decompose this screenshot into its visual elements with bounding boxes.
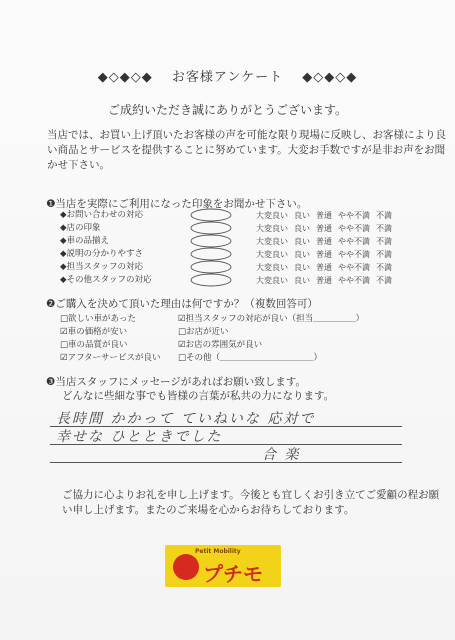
decoration-left: ◆◇◆◇◆: [97, 70, 153, 85]
q1-options[interactable]: [256, 249, 398, 260]
q1-item-label: ◆車の品揃え: [60, 236, 110, 246]
option-very-good[interactable]: 大変良い: [256, 276, 288, 285]
option-unsatisfied[interactable]: 不満: [376, 237, 392, 246]
logo-small-text: Petit Mobility: [195, 548, 241, 555]
option-unsatisfied[interactable]: 不満: [376, 211, 392, 220]
survey-title: お客様アンケート: [171, 70, 284, 85]
q2-option[interactable]: □お店が近い: [178, 327, 229, 337]
survey-title-row: [0, 66, 455, 85]
q1-heading: ❶当店を実際にご利用になった印象をお聞かせ下さい。: [46, 198, 308, 210]
handwritten-signature: 合 楽: [262, 447, 301, 463]
q1-options[interactable]: [256, 262, 398, 273]
option-average[interactable]: 普通: [316, 263, 332, 272]
option-very-good[interactable]: 大変良い: [256, 250, 288, 259]
q2-option[interactable]: ☑車の価格が安い: [60, 327, 128, 337]
q2-option[interactable]: □その他（＿＿＿＿＿＿＿＿＿＿＿）: [178, 353, 323, 363]
option-very-good[interactable]: 大変良い: [256, 224, 288, 233]
option-unsatisfied[interactable]: 不満: [376, 250, 392, 259]
q2-heading: ❷ご購入を決めて頂いた理由は何ですか？（複数回答可）: [46, 298, 318, 310]
q1-item-label: ◆その他スタッフの対応: [60, 275, 152, 285]
option-good[interactable]: 良い: [294, 263, 310, 272]
option-unsatisfied[interactable]: 不満: [376, 263, 392, 272]
q2-option[interactable]: □欲しい車があった: [60, 314, 136, 324]
q2-option[interactable]: □車の品質が良い: [60, 340, 128, 350]
q3-subheading: どんなに些細な事でも皆様の言葉が私共の力になります。: [62, 390, 335, 402]
q1-item-label: ◆担当スタッフの対応: [60, 262, 144, 272]
q1-options[interactable]: [256, 223, 398, 234]
q1-options[interactable]: [256, 275, 398, 286]
logo-brand-text: プチモ: [203, 562, 263, 586]
message-line: [50, 462, 402, 463]
option-very-good[interactable]: 大変良い: [256, 237, 288, 246]
q2-option[interactable]: ☑担当スタッフの対応が良い（担当＿＿＿＿＿）: [178, 314, 365, 324]
closing-message: ご協力に心よりお礼を申し上げます。今後とも宜しくお引き立てご愛顧の程お願い申し上げます。またのご来場を心からお待ちしております。: [62, 489, 440, 516]
handwritten-message-line: 幸せな ひとときでした: [56, 429, 223, 445]
q1-item-label: ◆お問い合わせの対応: [60, 210, 144, 220]
tomato-icon: [173, 554, 199, 580]
option-average[interactable]: 普通: [316, 211, 332, 220]
handwritten-circle-marks: [188, 206, 234, 290]
option-good[interactable]: 良い: [294, 237, 310, 246]
option-very-good[interactable]: 大変良い: [256, 263, 288, 272]
brand-logo: [165, 545, 281, 587]
option-unsatisfied[interactable]: 不満: [376, 276, 392, 285]
option-slightly-unsatisfied[interactable]: やや不満: [338, 211, 370, 220]
q1-options[interactable]: [256, 210, 398, 221]
option-average[interactable]: 普通: [316, 276, 332, 285]
option-slightly-unsatisfied[interactable]: やや不満: [338, 224, 370, 233]
handwritten-message-line: 長時間 かかって ていねいな 応対で: [56, 411, 316, 427]
option-slightly-unsatisfied[interactable]: やや不満: [338, 276, 370, 285]
thanks-message: ご成約いただき誠にありがとうございます。: [107, 103, 348, 117]
option-good[interactable]: 良い: [294, 211, 310, 220]
option-average[interactable]: 普通: [316, 224, 332, 233]
q2-option[interactable]: ☑アフターサービスが良い: [60, 353, 161, 363]
option-unsatisfied[interactable]: 不満: [376, 224, 392, 233]
q1-item-label: ◆店の印象: [60, 223, 101, 233]
decoration-right: ◆◇◆◇◆: [302, 70, 358, 85]
option-good[interactable]: 良い: [294, 224, 310, 233]
option-good[interactable]: 良い: [294, 250, 310, 259]
q1-options[interactable]: [256, 236, 398, 247]
q1-item-label: ◆説明の分かりやすさ: [60, 249, 144, 259]
option-average[interactable]: 普通: [316, 237, 332, 246]
option-slightly-unsatisfied[interactable]: やや不満: [338, 250, 370, 259]
option-slightly-unsatisfied[interactable]: やや不満: [338, 263, 370, 272]
option-average[interactable]: 普通: [316, 250, 332, 259]
intro-paragraph: 当店では、お買い上げ頂いたお客様の声を可能な限り現場に反映し、お客様により良い商品とサービスを提供することに努めています。大変お手数ですが是非お声をお聞かせ下さい。: [47, 129, 446, 171]
option-very-good[interactable]: 大変良い: [256, 211, 288, 220]
q2-option[interactable]: ☑お店の雰囲気が良い: [178, 340, 263, 350]
option-good[interactable]: 良い: [294, 276, 310, 285]
q3-heading: ❸当店スタッフにメッセージがあればお願い致します。: [46, 376, 306, 388]
option-slightly-unsatisfied[interactable]: やや不満: [338, 237, 370, 246]
